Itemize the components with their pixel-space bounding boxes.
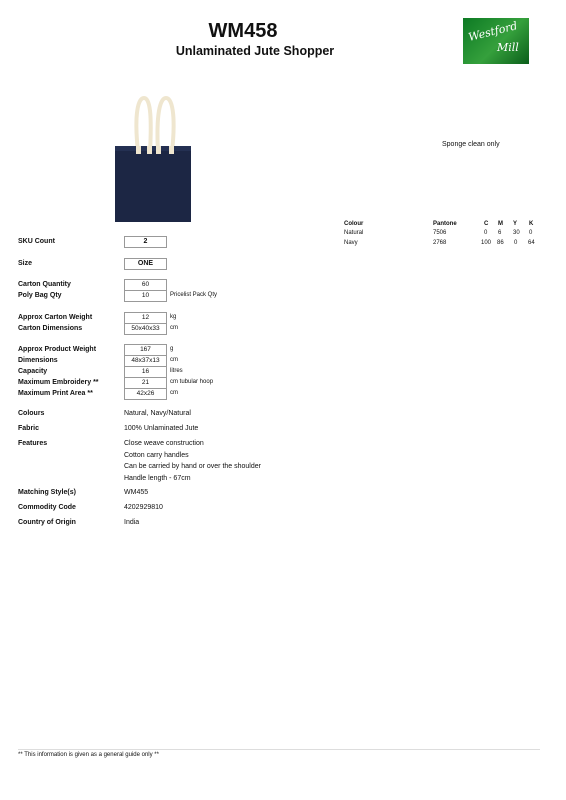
matching-style-value: WM455 bbox=[124, 489, 149, 496]
poly-bag-qty-label: Poly Bag Qty bbox=[18, 292, 62, 299]
max-embroidery-unit: cm tubular hoop bbox=[170, 379, 214, 385]
brand-logo bbox=[463, 18, 529, 64]
product-image bbox=[108, 94, 194, 224]
colours-value: Natural, Navy/Natural bbox=[124, 410, 191, 417]
max-print-area-label: Maximum Print Area ** bbox=[18, 390, 93, 397]
carton-dimensions-value: 50x40x33 bbox=[124, 323, 167, 335]
commodity-code-value: 4202929810 bbox=[124, 504, 163, 511]
col-header-colour: Colour bbox=[344, 221, 364, 227]
pantone-value: 2768 bbox=[433, 240, 447, 246]
pantone-value: 7506 bbox=[433, 230, 447, 236]
product-name: Unlaminated Jute Shopper bbox=[175, 44, 335, 58]
capacity-value: 16 bbox=[124, 366, 167, 378]
feature-line: Can be carried by hand or over the shoulder bbox=[124, 463, 261, 470]
colour-name: Navy bbox=[344, 240, 358, 246]
col-header-y: Y bbox=[513, 221, 518, 227]
max-embroidery-value: 21 bbox=[124, 377, 167, 389]
care-instructions: Sponge clean only bbox=[442, 141, 500, 148]
colour-name: Natural bbox=[344, 230, 364, 236]
size-value: ONE bbox=[124, 258, 167, 270]
c-value: 100 bbox=[481, 240, 492, 246]
k-value: 0 bbox=[529, 230, 533, 236]
carton-dimensions-unit: cm bbox=[170, 325, 178, 331]
carton-quantity-value: 60 bbox=[124, 279, 167, 291]
k-value: 64 bbox=[528, 240, 535, 246]
poly-bag-qty-value: 10 bbox=[124, 290, 167, 302]
feature-line: Handle length - 67cm bbox=[124, 475, 191, 482]
matching-style-label: Matching Style(s) bbox=[18, 489, 76, 496]
m-value: 6 bbox=[498, 230, 502, 236]
carton-weight-value: 12 bbox=[124, 312, 167, 324]
col-header-k: K bbox=[529, 221, 534, 227]
max-embroidery-label: Maximum Embroidery ** bbox=[18, 379, 99, 386]
logo-text-1: Westford bbox=[467, 19, 519, 44]
feature-line: Close weave construction bbox=[124, 440, 204, 447]
y-value: 30 bbox=[513, 230, 520, 236]
fabric-value: 100% Unlaminated Jute bbox=[124, 425, 199, 432]
feature-line: Cotton carry handles bbox=[124, 452, 189, 459]
footer-divider bbox=[18, 749, 540, 750]
commodity-code-label: Commodity Code bbox=[18, 504, 76, 511]
product-weight-label: Approx Product Weight bbox=[18, 346, 97, 353]
sku-count-label: SKU Count bbox=[18, 238, 55, 245]
col-header-pantone: Pantone bbox=[433, 221, 457, 227]
dimensions-unit: cm bbox=[170, 357, 178, 363]
carton-quantity-label: Carton Quantity bbox=[18, 281, 71, 288]
c-value: 0 bbox=[484, 230, 488, 236]
carton-dimensions-label: Carton Dimensions bbox=[18, 325, 83, 332]
col-header-m: M bbox=[498, 221, 503, 227]
carton-weight-label: Approx Carton Weight bbox=[18, 314, 93, 321]
capacity-label: Capacity bbox=[18, 368, 48, 375]
m-value: 86 bbox=[497, 240, 504, 246]
max-print-area-unit: cm bbox=[170, 390, 178, 396]
country-of-origin-value: India bbox=[124, 519, 140, 526]
fabric-label: Fabric bbox=[18, 425, 40, 432]
footer-note: ** This information is given as a general guide only ** bbox=[18, 752, 159, 758]
poly-bag-qty-note: Pricelist Pack Qty bbox=[170, 292, 218, 298]
y-value: 0 bbox=[514, 240, 518, 246]
product-code: WM458 bbox=[208, 20, 278, 42]
product-weight-unit: g bbox=[170, 346, 174, 352]
carton-weight-unit: kg bbox=[170, 314, 177, 320]
size-label: Size bbox=[18, 260, 33, 267]
capacity-unit: litres bbox=[170, 368, 183, 374]
product-weight-value: 167 bbox=[124, 344, 167, 356]
dimensions-label: Dimensions bbox=[18, 357, 58, 364]
country-of-origin-label: Country of Origin bbox=[18, 519, 76, 526]
dimensions-value: 48x37x13 bbox=[124, 355, 167, 367]
logo-text-2: Mill bbox=[497, 41, 519, 54]
max-print-area-value: 42x26 bbox=[124, 388, 167, 400]
sku-count-value: 2 bbox=[124, 236, 167, 248]
features-label: Features bbox=[18, 440, 48, 447]
col-header-c: C bbox=[484, 221, 489, 227]
colours-label: Colours bbox=[18, 410, 45, 417]
